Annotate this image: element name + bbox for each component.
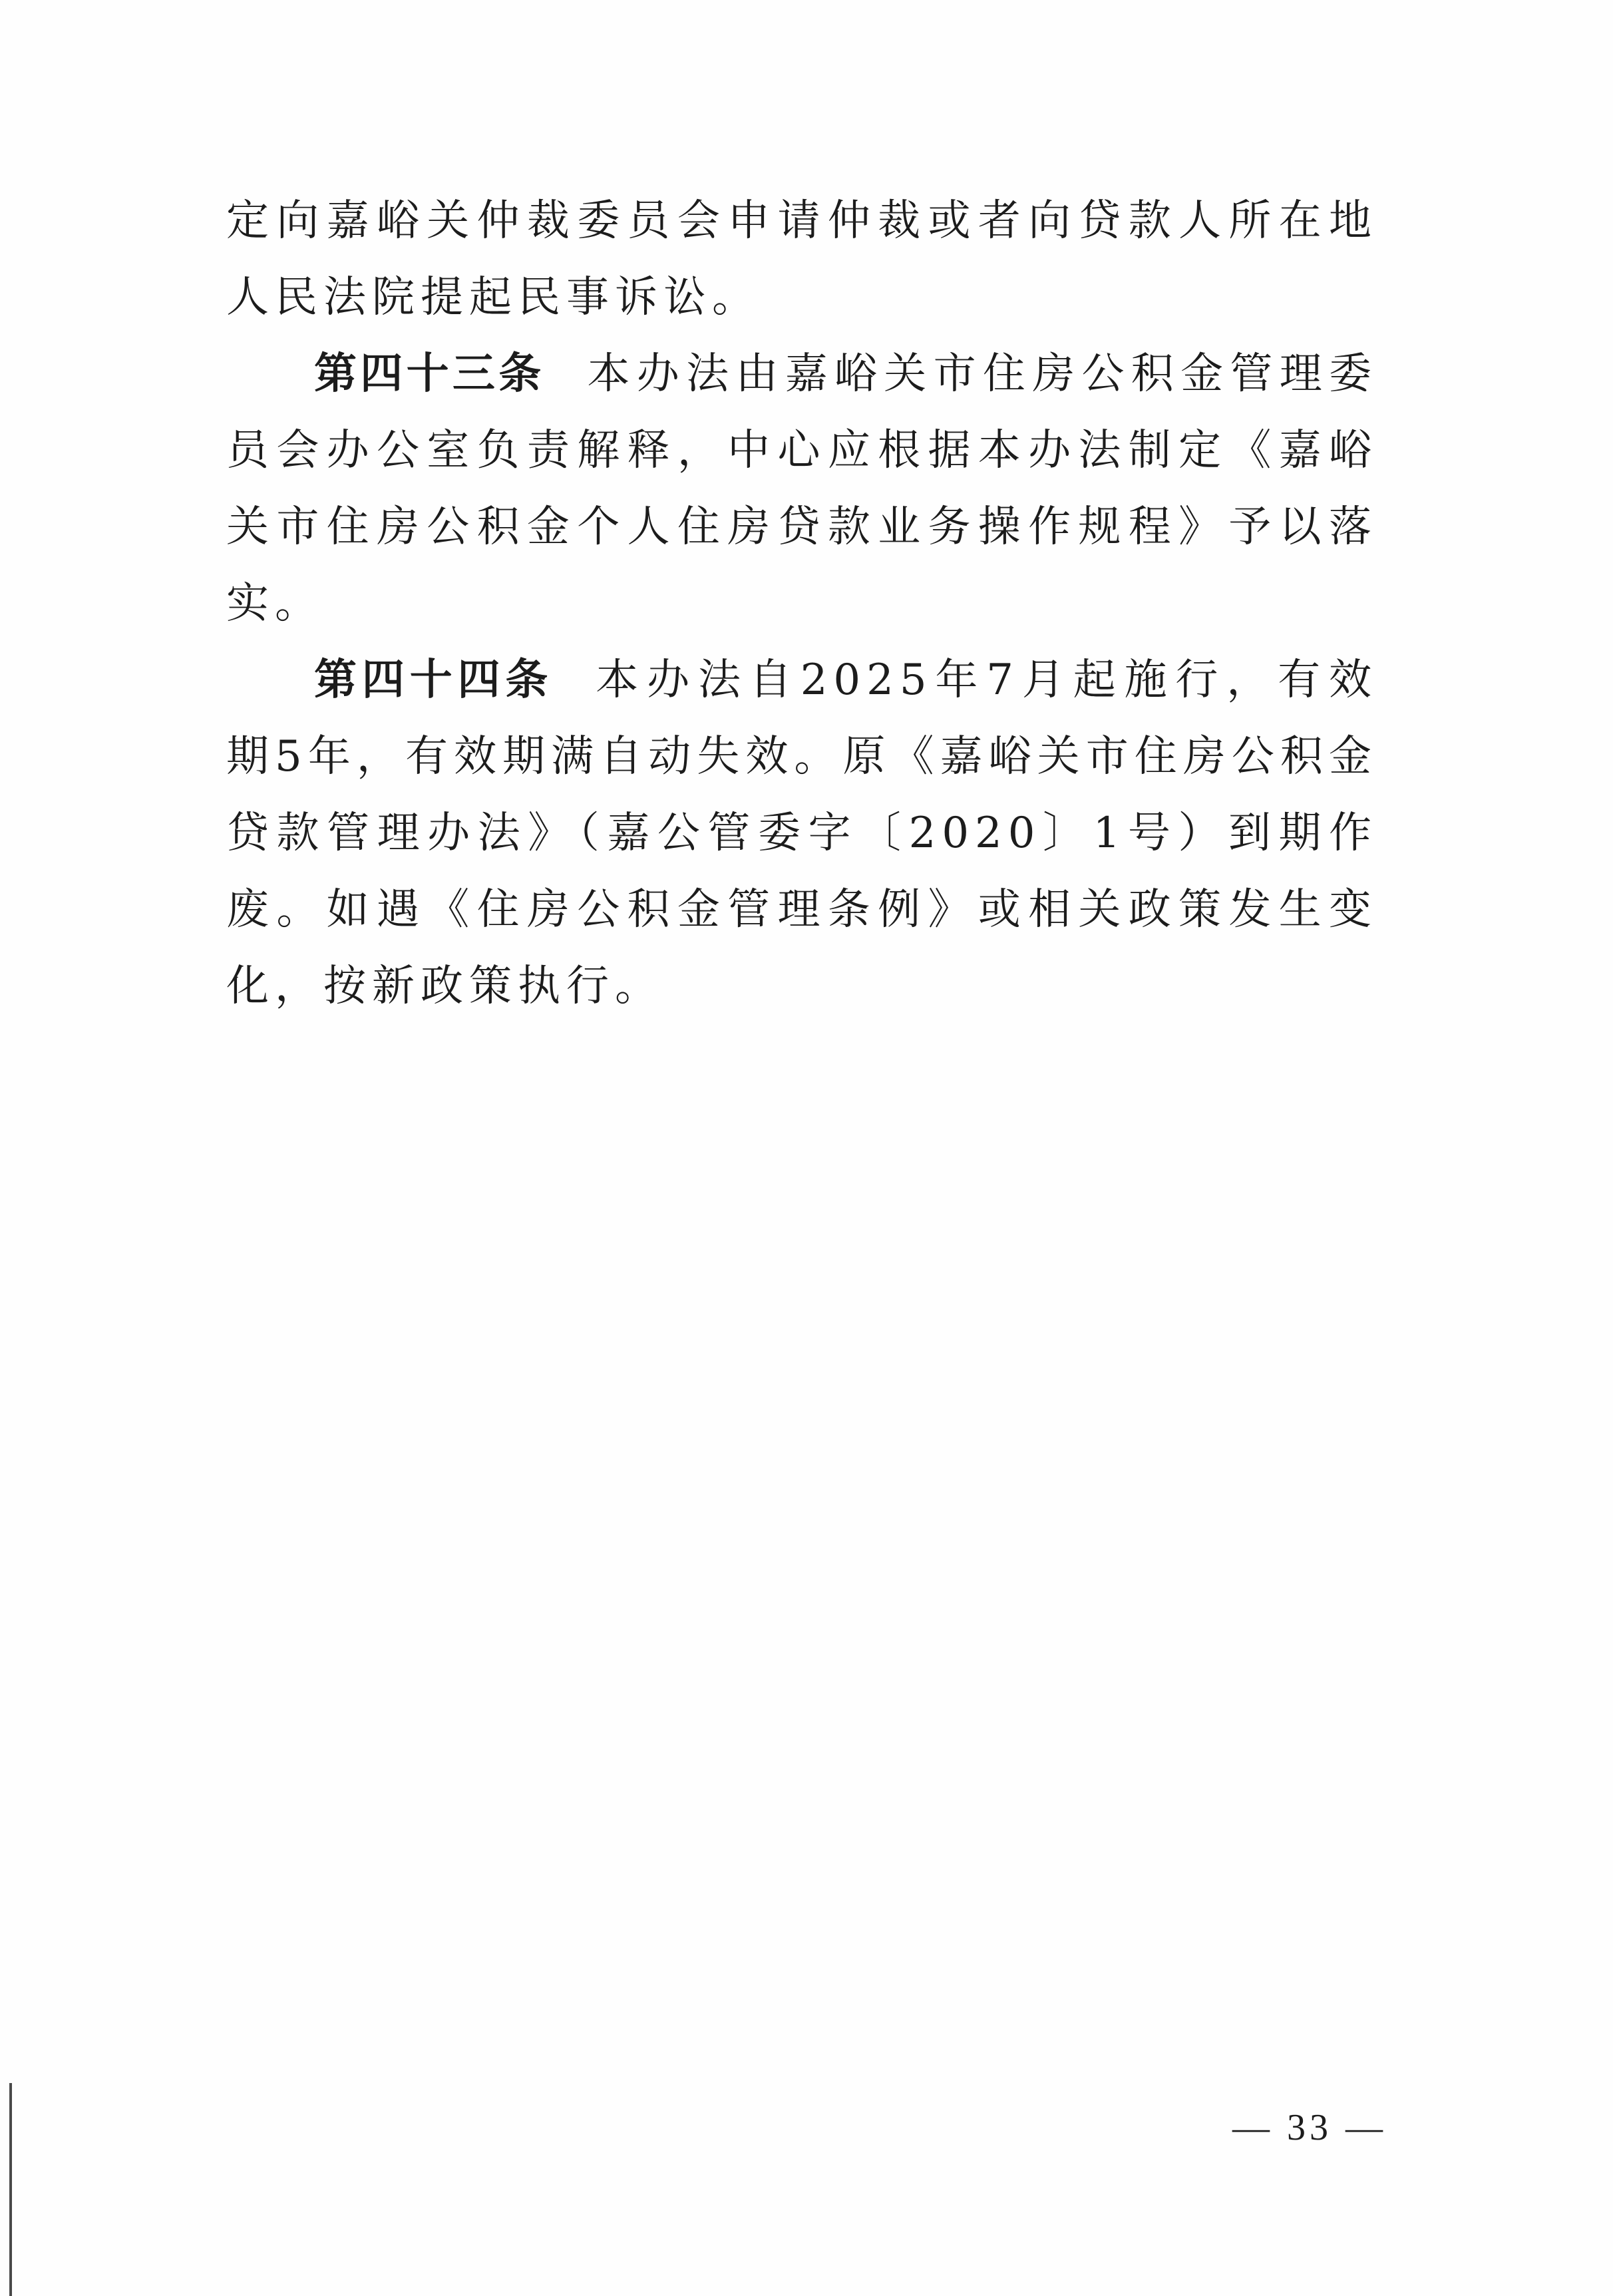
article-43 <box>226 336 1377 642</box>
article-label: 第四十三条 <box>314 349 545 399</box>
document-body <box>226 183 1377 1025</box>
page-number: — 33 — <box>1232 2107 1387 2148</box>
article-label: 第四十四条 <box>314 656 554 705</box>
article-text: 本办法自2025年7月起施行，有效期5年，有效期满自动失效。原《嘉峪关市住房公积金贷款管理办法》（嘉公管委字〔2020〕1号）到期作废。如遇《住房公积金管理条例》或相关政策发生变化，按新政策执行。 <box>226 656 1378 1011</box>
scan-edge-mark <box>9 2083 12 2296</box>
article-text: 本办法由嘉峪关市住房公积金管理委员会办公室负责解释，中心应根据本办法制定《嘉峪关市住房公积金个人住房贷款业务操作规程》予以落实。 <box>226 349 1377 628</box>
paragraph-continuation <box>226 183 1377 336</box>
article-44 <box>226 642 1377 1025</box>
paragraph-text: 定向嘉峪关仲裁委员会申请仲裁或者向贷款人所在地人民法院提起民事诉讼。 <box>226 196 1377 322</box>
